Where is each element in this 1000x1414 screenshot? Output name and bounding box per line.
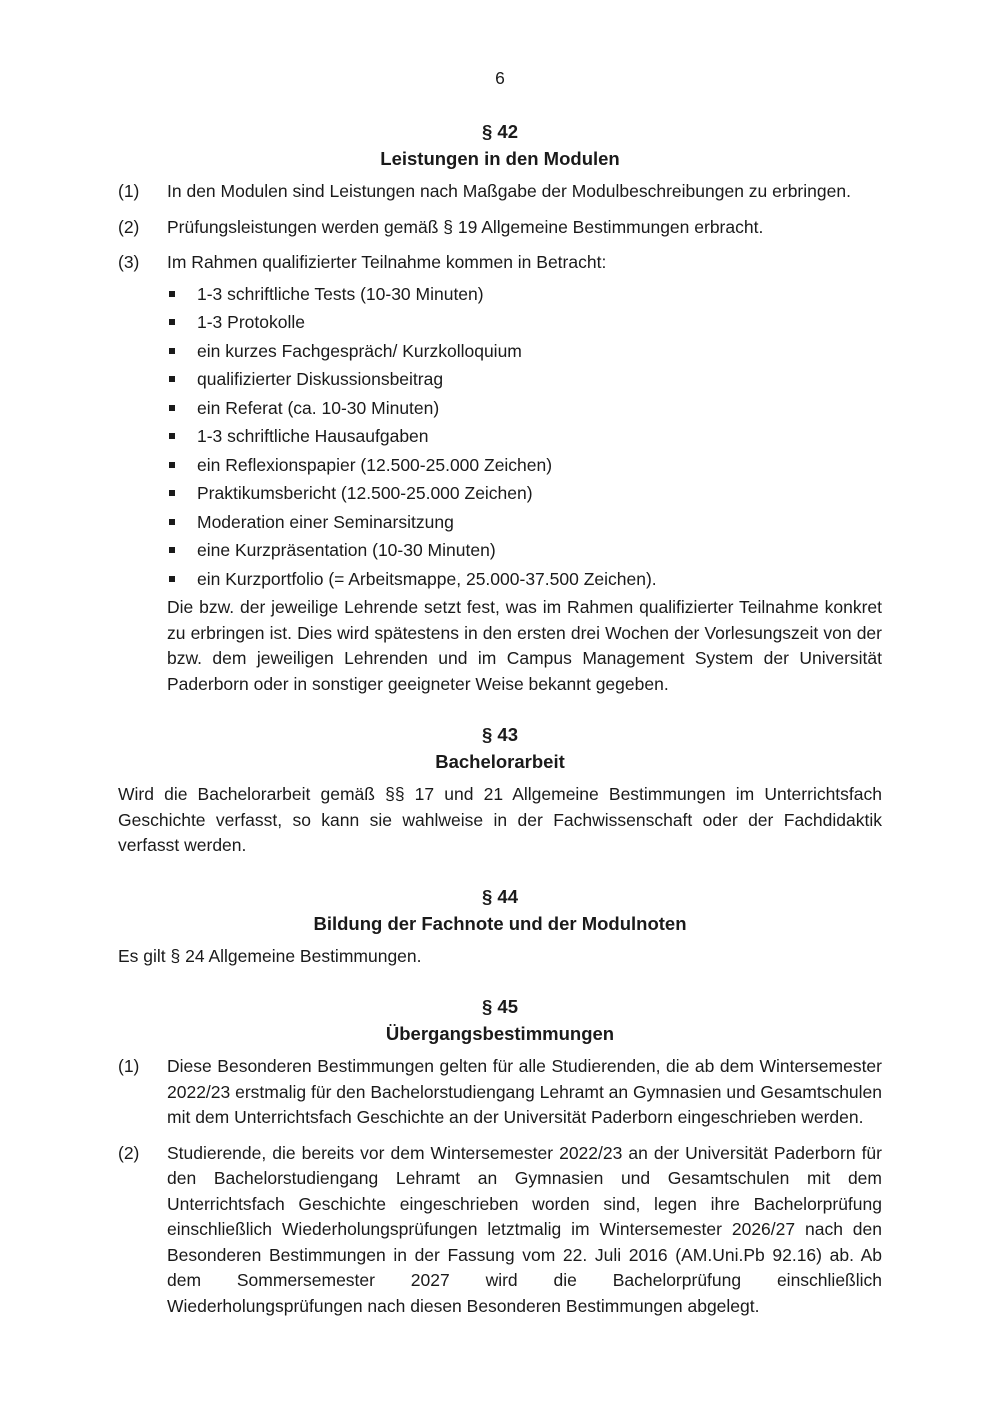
square-bullet-icon [169,291,175,297]
section-42-sign: § 42 [481,121,518,142]
list-item-text: ein Reflexionspapier (12.500-25.000 Zeichen) [197,454,553,475]
list-item-text: 1-3 schriftliche Hausaufgaben [197,426,429,446]
list-item [167,280,882,309]
list-item-text: 1-3 Protokolle [197,312,305,332]
list-item-text: ein Kurzportfolio (= Arbeitsmappe, 25.000-37.500 Zeichen). [197,568,657,589]
square-bullet-icon [169,348,175,354]
list-item [167,479,882,508]
list-item [167,394,882,423]
item-text: Prüfungsleistungen werden gemäß § 19 Allgemeine Bestimmungen erbracht. [167,216,764,237]
section-42-heading [118,118,882,172]
list-item [167,308,882,337]
section-45-item-1 [118,1054,882,1131]
section-43-sign: § 43 [481,724,518,745]
list-item [167,422,882,451]
square-bullet-icon [169,519,175,525]
section-45-title: Übergangsbestimmungen [385,1023,615,1044]
item-number: (1) [118,1056,140,1076]
qualified-participation-list [167,280,882,594]
section-42-closing-paragraph: Die bzw. der jeweilige Lehrende setzt fest, was im Rahmen qualifizierter Teilnahme konkret zu erbringen ist. Dies wird spätestens in den ersten drei Wochen der Vorlesungszeit von der bzw. dem jeweiligen Lehrenden und im Campus Management System der Universität Paderborn oder in sonstiger geeigneter Weise bekannt gegeben. [167,597,882,694]
list-item [167,536,882,565]
square-bullet-icon [169,376,175,382]
section-43-heading [118,721,882,775]
list-item [167,365,882,394]
item-text: Im Rahmen qualifizierter Teilnahme kommen in Betracht: [167,252,607,272]
section-42-item-2 [118,215,882,241]
list-item [167,508,882,537]
section-42-title: Leistungen in den Modulen [380,148,620,169]
square-bullet-icon [169,547,175,553]
list-item-text: eine Kurzpräsentation (10-30 Minuten) [197,540,496,560]
square-bullet-icon [169,433,175,439]
item-number: (3) [118,252,140,272]
section-45-sign: § 45 [481,996,518,1017]
item-number: (2) [118,216,140,237]
section-43-paragraph: Wird die Bachelorarbeit gemäß §§ 17 und 21 Allgemeine Bestimmungen im Unterrichtsfach Geschichte verfasst, so kann sie wahlweise in der Fachwissenschaft oder der Fachdidaktik verfasst werden. [118,784,882,855]
section-44-title: Bildung der Fachnote und der Modulnoten [313,912,687,934]
page-number: 6 [495,68,505,88]
document-body [118,118,882,1319]
square-bullet-icon [169,462,175,468]
item-number: (2) [118,1142,140,1163]
list-item [167,451,882,480]
section-43-title: Bachelorarbeit [435,751,565,772]
square-bullet-icon [169,319,175,325]
square-bullet-icon [169,576,175,582]
section-44-heading [118,883,882,937]
section-44-paragraph: Es gilt § 24 Allgemeine Bestimmungen. [118,945,422,966]
list-item-text: qualifizierter Diskussionsbeitrag [197,369,444,389]
item-text: Studierende, die bereits vor dem Wintersemester 2022/23 an der Universität Paderborn für den Bachelorstudiengang Lehramt an Gymnasien und Gesamtschulen mit dem Unterrichtsfach Geschichte eingeschrieben worden sind, legen ihre Bachelorprüfung einschließlich Wiederholungsprüfungen letztmalig im Wintersemester 2026/27 nach den Besonderen Bestimmungen in der Fassung vom 22. Juli 2016 (AM.Uni.Pb 92.16) ab. Ab dem Sommersemester 2027 wird die Bachelorprüfung einschließlich Wiederholungsprüfungen nach diesen Besonderen Bestimmungen abgelegt. [167,1142,882,1316]
list-item-text: 1-3 schriftliche Tests (10-30 Minuten) [197,283,484,304]
list-item-text: Moderation einer Seminarsitzung [197,511,454,532]
square-bullet-icon [169,405,175,411]
section-42-item-1 [118,179,882,205]
square-bullet-icon [169,490,175,496]
section-44-sign: § 44 [481,885,518,907]
section-42-item-3 [118,250,882,276]
list-item-text: ein kurzes Fachgespräch/ Kurzkolloquium [197,340,522,361]
item-text: In den Modulen sind Leistungen nach Maßgabe der Modulbeschreibungen zu erbringen. [167,181,851,201]
list-item-text: ein Referat (ca. 10-30 Minuten) [197,397,440,418]
list-item [167,337,882,366]
item-number: (1) [118,181,140,201]
item-text: Diese Besonderen Bestimmungen gelten für alle Studierenden, die ab dem Wintersemester 2022/23 erstmalig für den Bachelorstudiengang Lehramt an Gymnasien und Gesamtschulen mit dem Unterrichtsfach Geschichte an der Universität Paderborn eingeschrieben werden. [167,1056,883,1127]
section-45-item-2 [118,1141,882,1320]
list-item-text: Praktikumsbericht (12.500-25.000 Zeichen) [197,483,533,503]
list-item [167,565,882,594]
section-45-heading [118,993,882,1047]
